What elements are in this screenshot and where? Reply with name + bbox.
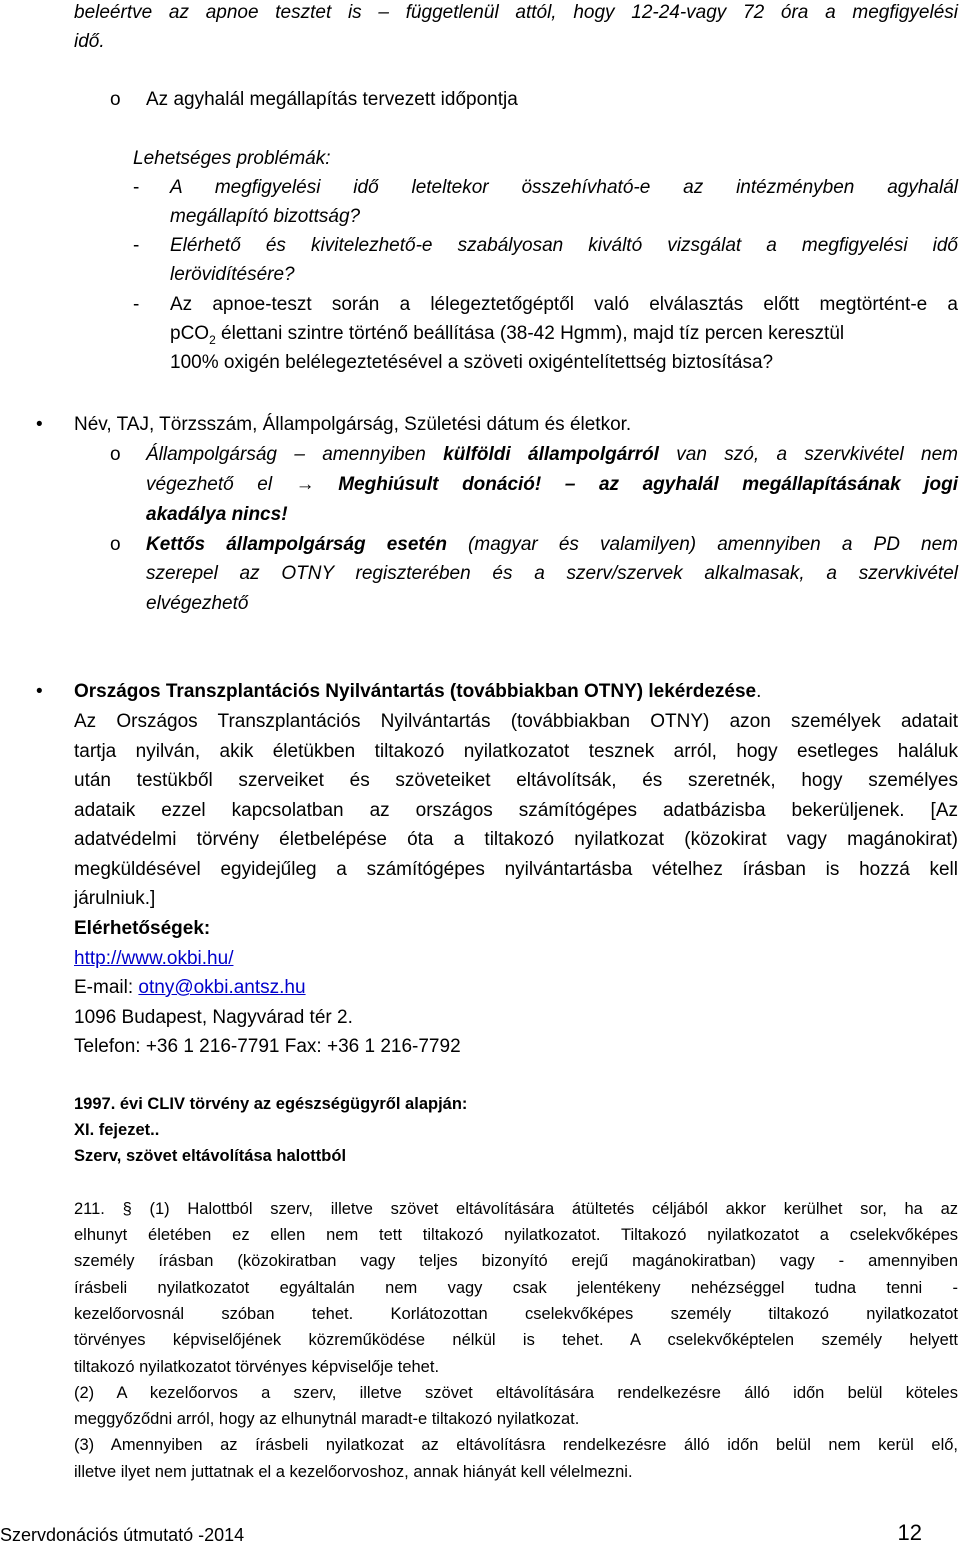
circle-bullet: o <box>110 89 121 110</box>
address-line: 1096 Budapest, Nagyvárad tér 2. <box>74 1007 353 1028</box>
problem-3-line-1: Az apnoe-teszt során a lélegeztetőgéptől való elválasztás előtt megtörtént-e a <box>170 294 958 315</box>
okbi-website-link[interactable]: http://www.okbi.hu/ <box>74 948 234 969</box>
s211-line-7: tiltakozó nyilatkozatot törvényes képviselője tehet. <box>74 1358 440 1376</box>
s211-line-1: 211. § (1) Halottból szerv, illetve szövet eltávolítására átültetés céljából akkor kerülhet sor, ha az <box>74 1200 958 1218</box>
intro-line-2: idő. <box>74 31 105 52</box>
s211-line-3: személy írásban (közokiratban vagy teljes bizonyító erejű magánokiratban) vagy - amennyiben <box>74 1252 958 1270</box>
problem-3-line-3: 100% oxigén belélegeztetésével a szöveti oxigéntelítettség biztosítása? <box>170 352 774 373</box>
circle-bullet: o <box>110 444 121 465</box>
problem-1-line-2: megállapító bizottság? <box>170 206 361 227</box>
section-title: Szerv, szövet eltávolítása halottból <box>74 1147 347 1165</box>
phone-line: Telefon: +36 1 216-7791 Fax: +36 1 216-7792 <box>74 1036 461 1057</box>
dash-marker: - <box>133 177 140 198</box>
problem-1-line-1: A megfigyelési idő leteltekor összehívható-e az intézményben agyhalál <box>170 177 958 198</box>
otny-para-line-2: tartja nyilván, akik életükben tiltakozó nyilatkozatot tesznek arról, hogy esetleges haláluk <box>74 741 958 762</box>
s211-line-4: írásbeli nyilatkozatot egyáltalán nem vagy csak jelentékeny nehézséggel tudna tenni - <box>74 1279 958 1297</box>
problem-2-line-1: Elérhető és kivitelezhető-e szabályosan kiváltó vizsgálat a megfigyelési idő <box>170 235 958 256</box>
problems-heading: Lehetséges problémák: <box>133 148 331 169</box>
planned-time-item: Az agyhalál megállapítás tervezett időpontja <box>146 89 518 110</box>
otny-para-line-1: Az Országos Transzplantációs Nyilvántartás (továbbiakban OTNY) azon személyek adatait <box>74 711 958 732</box>
otny-para-line-7: járulniuk.] <box>74 888 156 909</box>
dash-marker: - <box>133 294 140 315</box>
footer-title: Szervdonációs útmutató -2014 <box>0 1525 245 1545</box>
bullet-marker: • <box>36 414 43 435</box>
s211-line-6: törvényes képviselőjének közreműködése nélkül is tehet. A cselekvőképtelen személy helyett <box>74 1331 958 1349</box>
otny-para-line-3: után testükből szerveiket és szöveteiket eltávolítsák, és szeretnék, hogy személyes <box>74 770 958 791</box>
otny-para-line-5: adatvédelmi törvény életbelépése óta a tiltakozó nyilatkozat (közokirat vagy magánokirat) <box>74 829 958 850</box>
dash-marker: - <box>133 235 140 256</box>
law-title: 1997. évi CLIV törvény az egészségügyről alapján: <box>74 1095 468 1113</box>
s211-line-2: elhunyt életében ez ellen nem tett tiltakozó nyilatkozatot. Tiltakozó nyilatkozatot a cselekvőképes <box>74 1226 958 1244</box>
email-link[interactable]: otny@okbi.antsz.hu <box>138 977 306 998</box>
s2-line-2: meggyőződni arról, hogy az elhunytnál maradt-e tiltakozó nyilatkozat. <box>74 1410 580 1428</box>
s3-line-2: illetve ilyet nem juttatnak el a kezelőorvoshoz, annak hiányát kell vélelmezni. <box>74 1463 633 1481</box>
contacts-heading: Elérhetőségek: <box>74 918 211 939</box>
problem-3-line-2: pCO$_2$ élettani szintre történő beállítása (38-42 Hgmm), majd tíz percen keresztül <box>170 323 845 347</box>
email-line: E-mail: otny@okbi.antsz.hu <box>74 977 306 998</box>
s2-line-1: (2) A kezelőorvos a szerv, illetve szövet eltávolítására rendelkezésre álló időn belül köteles <box>74 1384 958 1402</box>
circle-bullet: o <box>110 534 121 555</box>
otny-heading: Országos Transzplantációs Nyilvántartás (továbbiakban OTNY) lekérdezése. <box>74 681 762 702</box>
dual-citizenship-line-1: Kettős állampolgárság esetén (magyar és valamilyen) amennyiben a PD nem <box>146 534 958 555</box>
intro-line-1: beleértve az apnoe tesztet is – függetlenül attól, hogy 12-24-vagy 72 óra a megfigyelési <box>74 2 958 23</box>
citizenship-line-1: Állampolgárság – amennyiben külföldi állampolgárról van szó, a szervkivétel nem <box>146 444 958 465</box>
otny-para-line-4: adataik ezzel kapcsolatban az országos számítógépes adatbázisba bekerüljenek. [Az <box>74 800 958 821</box>
citizenship-line-3: akadálya nincs! <box>146 504 288 525</box>
s3-line-1: (3) Amennyiben az írásbeli nyilatkozat az eltávolításra rendelkezésre álló időn belül nem kerül elő, <box>74 1436 958 1454</box>
otny-para-line-6: megküldésével egyidejűleg a számítógépes nyilvántartásba vételhez írásban is hozzá kell <box>74 859 958 880</box>
citizenship-line-2: végezhető el → Meghiúsult donáció! – az agyhalál megállapításának jogi <box>146 474 958 495</box>
bullet-marker: • <box>36 681 43 702</box>
dual-citizenship-line-3: elvégezhető <box>146 593 249 614</box>
personal-data-item: Név, TAJ, Törzsszám, Állampolgárság, Születési dátum és életkor. <box>74 414 632 435</box>
s211-line-5: kezelőorvosnál szóban tehet. Korlátozottan cselekvőképes személy tiltakozó nyilatkozatot <box>74 1305 958 1323</box>
problem-2-line-2: lerövidítésére? <box>170 264 295 285</box>
dual-citizenship-line-2: szerepel az OTNY regiszterében és a szerv/szervek alkalmasak, a szervkivétel <box>146 563 958 584</box>
chapter-title: XI. fejezet.. <box>74 1121 160 1139</box>
page-number: 12 <box>897 1520 922 1545</box>
